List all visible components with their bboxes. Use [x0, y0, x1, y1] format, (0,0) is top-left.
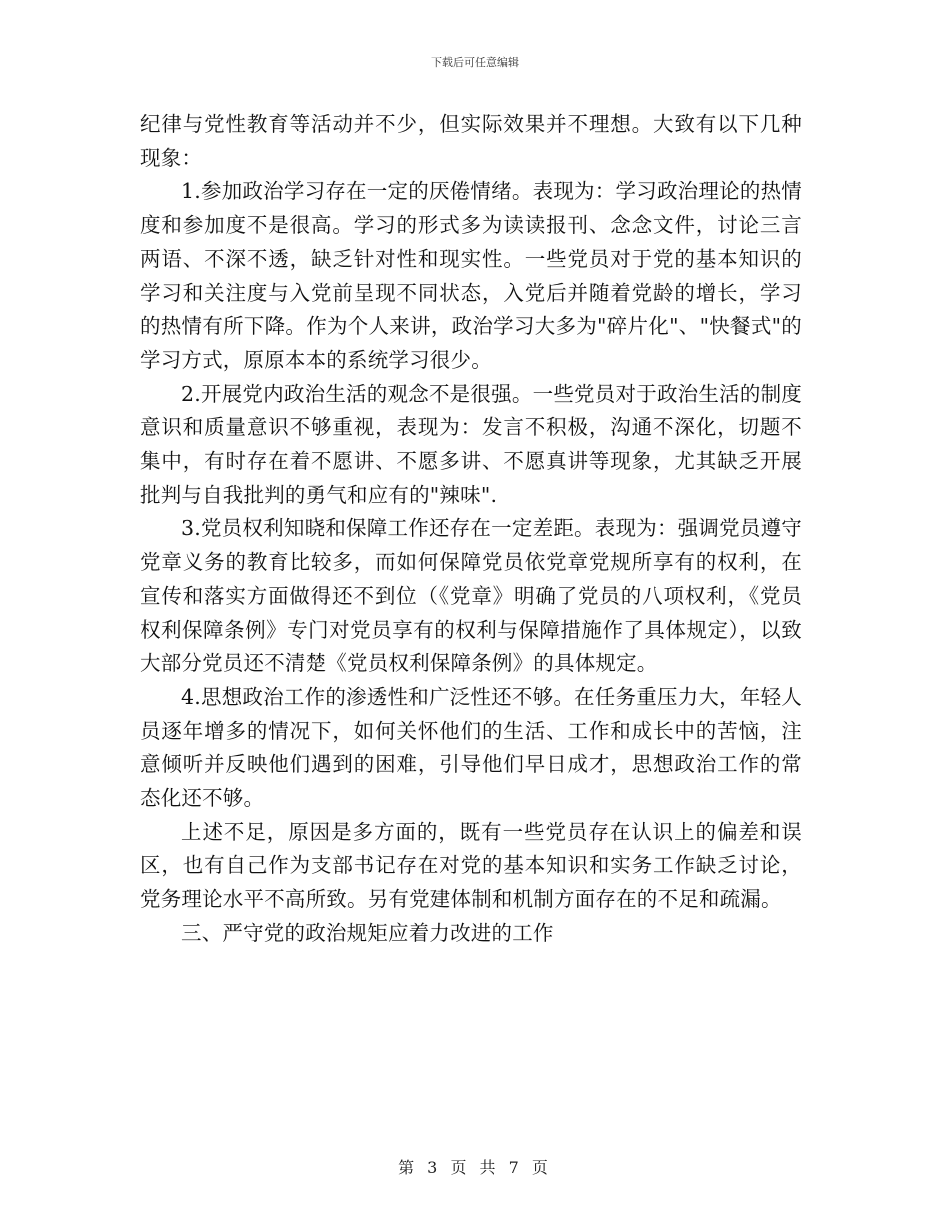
section-heading: 三、严守党的政治规矩应着力改进的工作	[181, 920, 554, 945]
paragraph-continuation: 纪律与党性教育等活动并不少，但实际效果并不理想。大致有以下几种现象：	[140, 112, 802, 170]
page-header: 下载后可任意编辑	[431, 56, 519, 69]
paragraph-summary: 上述不足，原因是多方面的，既有一些党员存在认识上的偏差和误区，也有自己作为支部书记存在对党的基本知识和实务工作缺乏讨论，党务理论水平不高所致。另有党建体制和机制方面存在的不足和疏漏。	[140, 819, 802, 912]
paragraph-item-4: 4.思想政治工作的渗透性和广泛性还不够。在任务重压力大，年轻人员逐年增多的情况下，如何关怀他们的生活、工作和成长中的苦恼，注意倾听并反映他们遇到的困难，引导他们早日成才，思想政治工作的常态化还不够。	[140, 684, 802, 811]
document-body	[140, 108, 802, 951]
paragraph-item-1: 1.参加政治学习存在一定的厌倦情绪。表现为：学习政治理论的热情度和参加度不是很高。学习的形式多为读读报刊、念念文件，讨论三言两语、不深不透，缺乏针对性和现实性。一些党员对于党的基本知识的学习和关注度与入党前呈现不同状态，入党后并随着党龄的增长，学习的热情有所下降。作为个人来讲，政治学习大多为"碎片化"、"快餐式"的学习方式，原原本本的系统学习很少。	[140, 179, 802, 372]
page-number-footer: 第 3 页 共 7 页	[398, 1158, 552, 1177]
paragraph-item-2: 2.开展党内政治生活的观念不是很强。一些党员对于政治生活的制度意识和质量意识不够重视，表现为：发言不积极，沟通不深化，切题不集中，有时存在着不愿讲、不愿多讲、不愿真讲等现象，尤其缺乏开展批判与自我批判的勇气和应有的"辣味".	[140, 381, 802, 507]
paragraph-item-3: 3.党员权利知晓和保障工作还存在一定差距。表现为：强调党员遵守党章义务的教育比较多，而如何保障党员依党章党规所享有的权利，在宣传和落实方面做得还不到位（《党章》明确了党员的八项权利，《党员权利保障条例》专门对党员享有的权利与保障措施作了具体规定），以致大部分党员还不清楚《党员权利保障条例》的具体规定。	[140, 516, 802, 676]
